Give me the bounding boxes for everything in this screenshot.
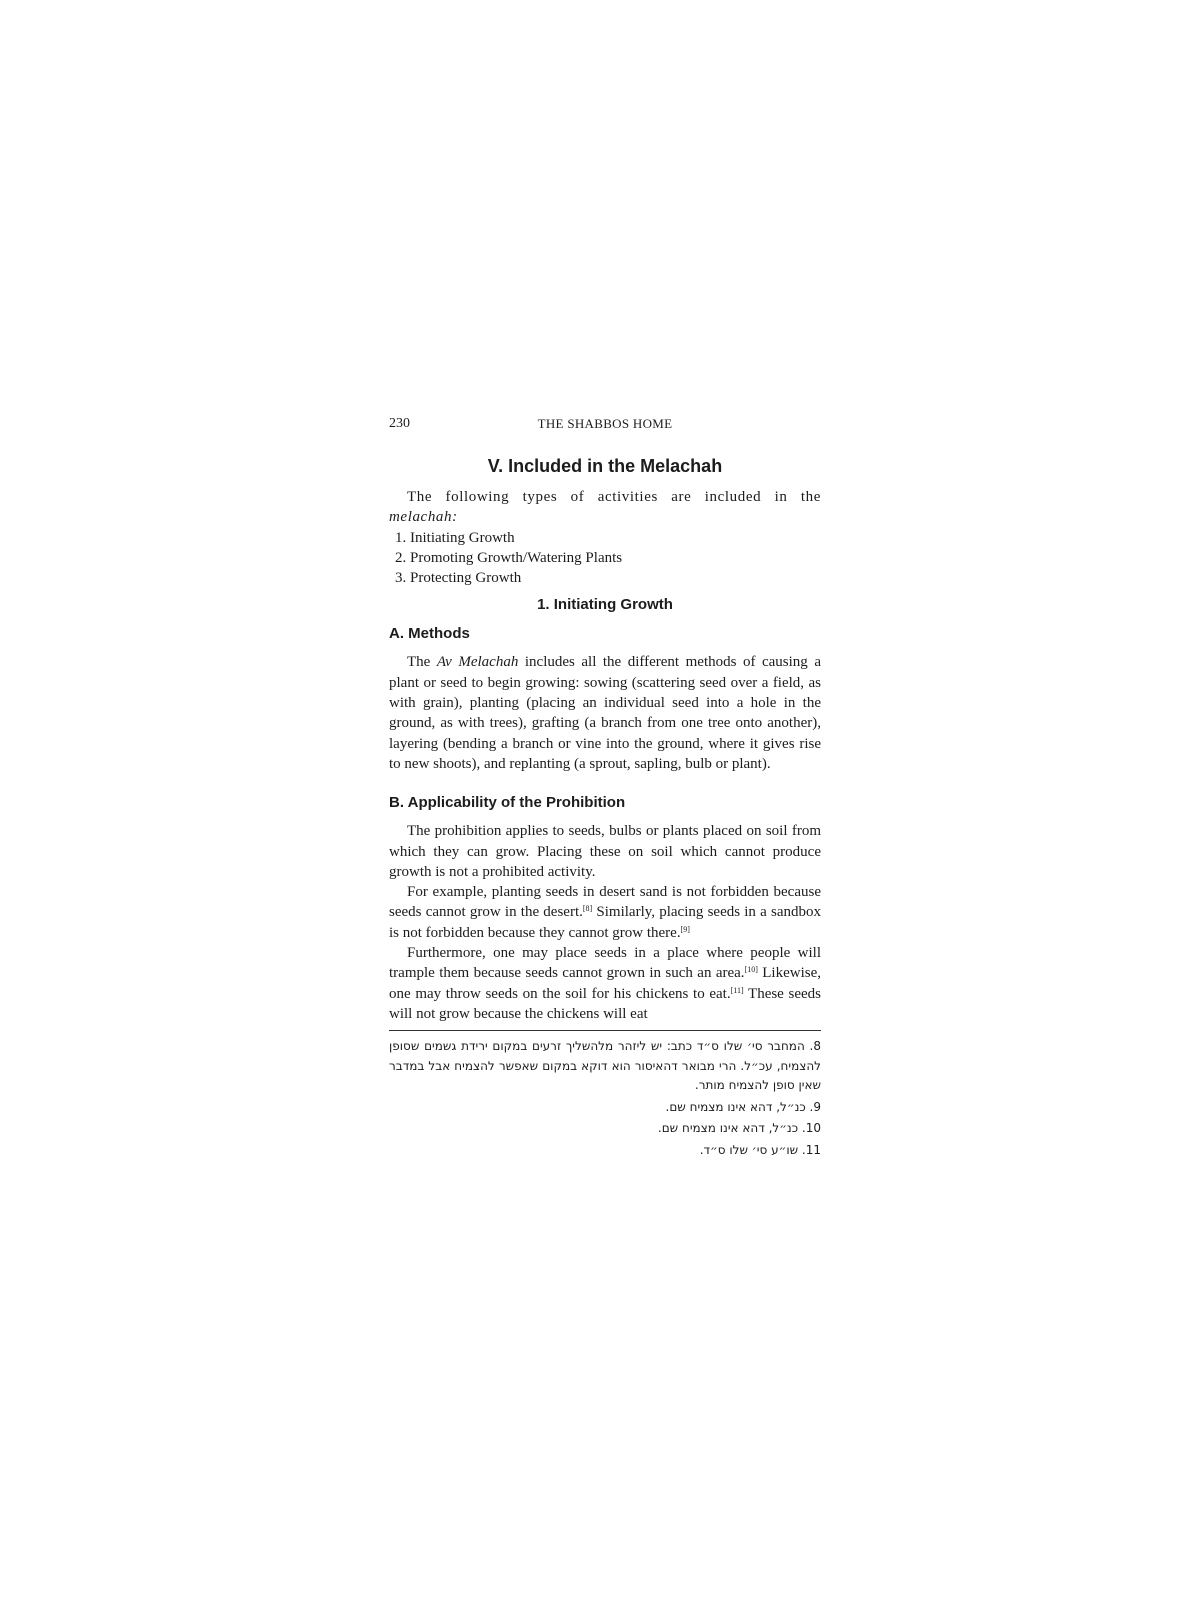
book-page xyxy=(389,416,821,1162)
methods-text-pre: The xyxy=(407,654,437,671)
intro-text: The following types of activities are included in the xyxy=(407,489,821,505)
footnote-ref[interactable]: [8] xyxy=(582,904,593,914)
running-head xyxy=(389,416,821,438)
footnote: 11. שו״ע סי׳ שלו ס״ד. xyxy=(699,1142,821,1157)
list-item: 1. Initiating Growth xyxy=(395,529,515,546)
p3-text-b: Likewise, one may throw seeds on the soil for his chickens to eat. xyxy=(389,965,821,1002)
list-item: 2. Promoting Growth/Watering Plants xyxy=(395,549,623,566)
p3-text-a: Furthermore, one may place seeds in a place where people will trample them because seeds cannot grown in such an area. xyxy=(389,945,821,982)
methods-heading: A. Methods xyxy=(389,625,470,643)
methods-text-post: includes all the different methods of causing a plant or seed to begin growing: sowing (scattering seed over a field, as with grain), planting (placing an individual seed into a hole in the ground, as with trees), grafting (a branch from one tree onto another), layering (bending a branch or vine into the ground, where it gives rise to new shoots), and replanting (a sprout, sapling, bulb or plant). xyxy=(389,654,821,772)
applicability-paragraph-3 xyxy=(389,943,821,1024)
applicability-paragraph-1: The prohibition applies to seeds, bulbs or plants placed on soil from which they can grow. Placing these on soil which cannot produce growth is not a prohibited activity. xyxy=(389,823,821,880)
intro-italic: melachah: xyxy=(389,509,458,526)
p2-text-b: Similarly, placing seeds in a sandbox is not forbidden because they cannot grow there. xyxy=(389,904,821,941)
book-title: THE SHABBOS HOME xyxy=(537,416,673,431)
page-number: 230 xyxy=(389,416,410,431)
methods-italic: Av Melachah xyxy=(436,654,519,671)
activity-list xyxy=(389,528,821,589)
applicability-heading: B. Applicability of the Prohibition xyxy=(389,794,626,812)
applicability-paragraph-2 xyxy=(389,882,821,943)
list-item: 3. Protecting Growth xyxy=(395,570,522,587)
footnote: 10. כנ״ל, דהא אינו מצמיח שם. xyxy=(657,1121,821,1136)
methods-paragraph xyxy=(389,652,821,774)
p2-text-a: For example, planting seeds in desert sand is not forbidden because seeds cannot grow in the desert. xyxy=(389,884,821,921)
footnote-ref[interactable]: [10] xyxy=(744,965,758,975)
footnote-ref[interactable]: [9] xyxy=(680,924,690,934)
section-title: V. Included in the Melachah xyxy=(487,456,723,476)
intro-paragraph xyxy=(389,487,821,528)
subsection-title: 1. Initiating Growth xyxy=(537,596,673,614)
footnotes xyxy=(389,1030,821,1160)
footnote: 9. כנ״ל, דהא אינו מצמיח שם. xyxy=(665,1099,821,1114)
p3-text-c: These seeds will not grow because the chickens will eat xyxy=(389,985,821,1022)
footnote: 8. המחבר סי׳ שלו ס״ד כתב: יש ליזהר מלהשליך זרעים במקום ירידת גשמים שסופן להצמיח, עכ״ל. הרי מבואר דהאיסור הוא דוקא במקום שאפשר להצמיח אבל במדבר שאין סופן להצמיח מותר. xyxy=(389,1039,821,1093)
footnote-ref[interactable]: [11] xyxy=(730,985,744,995)
